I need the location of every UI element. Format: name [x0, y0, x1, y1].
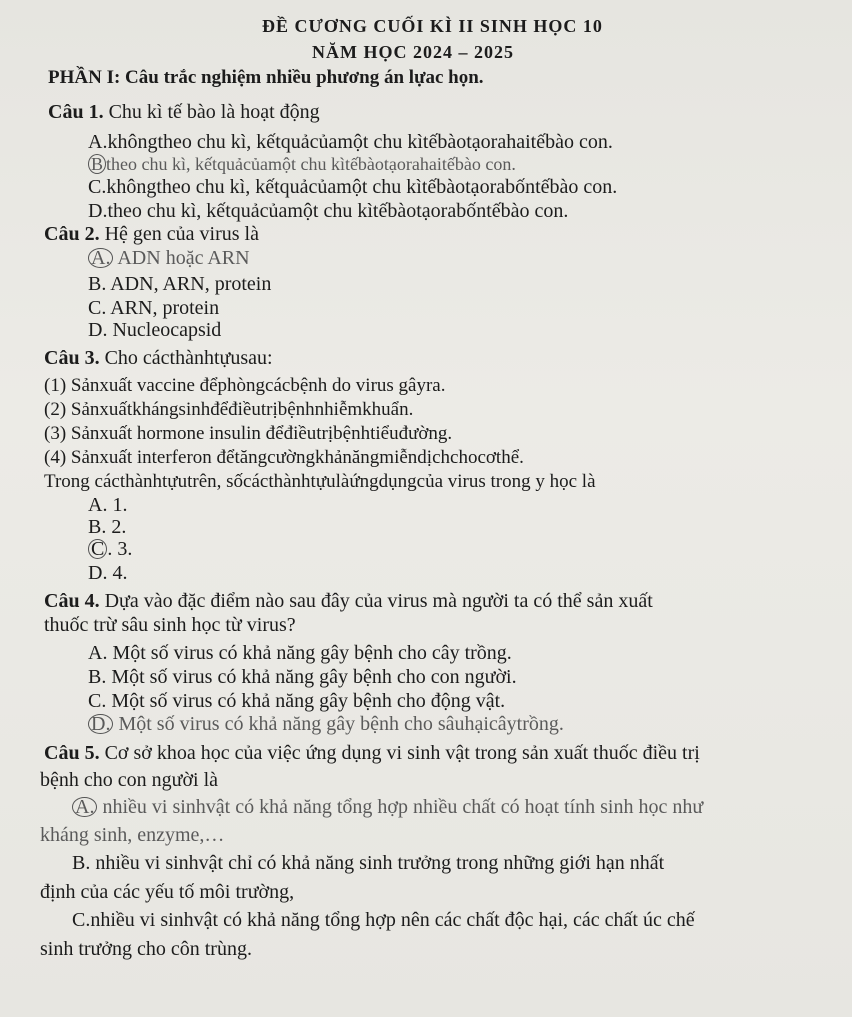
- option-1c: C.khôngtheo chu kì, kếtquảcủamột chu kìtếbàotạorabốntếbào con.: [88, 176, 618, 198]
- question-text: Cơ sở khoa học của việc ứng dụng vi sinh vật trong sản xuất thuốc điều trị: [104, 742, 700, 764]
- statement-2: (2) Sảnxuấtkhángsinhđểđiềutrịbệnhnhiễmkhuẩn.: [44, 399, 414, 420]
- question-label: Câu 1.: [48, 101, 104, 123]
- answer-mark: B: [88, 154, 106, 174]
- option-3c: [88, 537, 132, 561]
- option-text: Một số virus có khả năng gây bệnh cho sâuhạicâytrồng.: [118, 713, 564, 735]
- question-label: Câu 4.: [44, 590, 100, 612]
- question-3: [44, 346, 273, 370]
- answer-mark: A.: [72, 797, 97, 817]
- option-2a: [88, 246, 250, 270]
- question-2: [44, 222, 259, 246]
- question-4: [44, 589, 653, 613]
- option-text: . 3.: [107, 538, 133, 560]
- question-4-line2: thuốc trừ sâu sinh học từ virus?: [44, 614, 296, 636]
- question-text: Hệ gen của virus là: [104, 223, 259, 245]
- option-2b: B. ADN, ARN, protein: [88, 273, 272, 295]
- option-2d: D. Nucleocapsid: [88, 319, 222, 341]
- answer-mark: C: [88, 539, 107, 559]
- option-3d: D. 4.: [88, 562, 128, 584]
- option-text: nhiều vi sinhvật có khả năng tổng hợp nhiều chất có hoạt tính sinh học như: [102, 796, 704, 818]
- option-5a: [72, 795, 703, 819]
- option-1d: D.theo chu kì, kếtquảcủamột chu kìtếbàotạorabốntếbào con.: [88, 200, 569, 222]
- option-5c: C.nhiều vi sinhvật có khả năng tổng hợp nên các chất độc hại, các chất úc chế: [72, 909, 695, 931]
- school-year: NĂM HỌC 2024 – 2025: [312, 42, 514, 62]
- statement-3: (3) Sảnxuất hormone insulin đểđiềutrịbệnhtiểuđường.: [44, 423, 453, 444]
- option-4d: [88, 712, 564, 736]
- option-4a: A. Một số virus có khả năng gây bệnh cho cây trồng.: [88, 642, 512, 664]
- question-5-line2: bệnh cho con người là: [40, 769, 219, 791]
- answer-mark: D.: [88, 714, 113, 734]
- option-5b-line2: định của các yếu tố môi trường,: [40, 881, 295, 903]
- question-5: [44, 741, 700, 765]
- option-5b: B. nhiều vi sinhvật chỉ có khả năng sinh trưởng trong những giới hạn nhất: [72, 852, 665, 874]
- option-2c: C. ARN, protein: [88, 297, 220, 319]
- question-1: [48, 100, 320, 124]
- option-5c-line2: sinh trưởng cho côn trùng.: [40, 938, 252, 960]
- option-5a-line2: kháng sinh, enzyme,…: [40, 824, 225, 846]
- option-1a: A.khôngtheo chu kì, kếtquảcủamột chu kìtếbàotạorahaitếbào con.: [88, 131, 613, 153]
- document-title: ĐỀ CƯƠNG CUỐI KÌ II SINH HỌC 10: [262, 16, 603, 36]
- statement-1: (1) Sảnxuất vaccine đểphòngcácbệnh do virus gâyra.: [44, 375, 446, 396]
- question-label: Câu 5.: [44, 742, 100, 764]
- question-text: Cho cácthànhtựusau:: [104, 347, 273, 369]
- option-4c: C. Một số virus có khả năng gây bệnh cho động vật.: [88, 690, 506, 712]
- option-4b: B. Một số virus có khả năng gây bệnh cho con người.: [88, 666, 517, 688]
- option-1b: [88, 152, 516, 176]
- question-label: Câu 3.: [44, 347, 100, 369]
- question-label: Câu 2.: [44, 223, 100, 245]
- question-3-prompt: Trong cácthànhtựutrên, sốcácthànhtựulàứngdụngcủa virus trong y học là: [44, 471, 596, 492]
- question-text: Dựa vào đặc điểm nào sau đây của virus mà người ta có thể sản xuất: [104, 590, 653, 612]
- option-3a: A. 1.: [88, 494, 128, 516]
- part-heading: PHẦN I: Câu trắc nghiệm nhiều phương án lựac họn.: [48, 67, 484, 88]
- option-3b: B. 2.: [88, 516, 127, 538]
- answer-mark: A.: [88, 248, 113, 268]
- question-text: Chu kì tế bào là hoạt động: [108, 101, 320, 123]
- statement-4: (4) Sảnxuất interferon đểtăngcườngkhảnăngmiễndịchchocơthể.: [44, 447, 524, 468]
- option-text: ADN hoặc ARN: [117, 247, 250, 269]
- option-text: theo chu kì, kếtquảcủamột chu kìtếbàotạorahaitếbào con.: [106, 154, 516, 174]
